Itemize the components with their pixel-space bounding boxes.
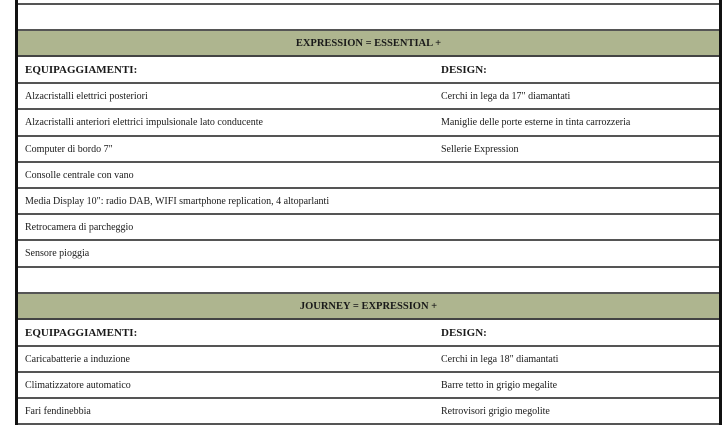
equipment-cell: Sensore pioggia [25,248,90,259]
table-row [18,110,719,137]
trim-equipment-table [15,0,722,425]
design-cell: Sellerie Expression [441,143,519,155]
column-labels-row [18,57,719,84]
design-cell: Cerchi in lega da 17" diamantati [441,90,571,102]
equipment-cell: Computer di bordo 7" [25,143,113,155]
equipment-label: EQUIPAGGIAMENTI: [25,326,138,339]
design-label: DESIGN: [441,326,487,339]
section-title: JOURNEY = EXPRESSION + [299,300,438,312]
table-row [18,215,719,241]
equipment-cell: Alzacristalli elettrici posteriori [25,90,148,102]
table-row [18,241,719,268]
design-cell: Maniglie delle porte esterne in tinta carrozzeria [441,117,631,128]
equipment-cell: Retrocamera di parcheggio [25,221,134,233]
section-header-expression [18,31,719,57]
table-row [18,189,719,215]
design-label: DESIGN: [441,63,487,76]
design-cell: Retrovisori grigio megolite [441,405,550,417]
table-row [18,347,719,373]
column-labels-row [18,320,719,347]
design-cell [431,215,719,239]
equipment-cell: Climatizzatore automatico [25,379,131,391]
section-title: EXPRESSION = ESSENTIAL + [295,37,442,49]
table-row-empty [18,268,719,294]
table-row [18,84,719,110]
design-cell: Barre tetto in grigio megalite [441,379,558,391]
equipment-cell: Caricabatterie a induzione [25,353,130,365]
section-header-journey [18,294,719,320]
table-row-empty [18,5,719,31]
equipment-cell: Media Display 10": radio DAB, WIFI smartphone replication, 4 altoparlanti [25,195,330,207]
table-row [18,163,719,189]
equipment-cell: Consolle centrale con vano [25,169,134,181]
table-row [18,137,719,163]
table-row [18,373,719,399]
design-cell: Cerchi in lega 18" diamantati [441,353,559,365]
equipment-cell: Alzacristalli anteriori elettrici impulsionale lato conducente [25,117,263,128]
equipment-label: EQUIPAGGIAMENTI: [25,63,138,76]
equipment-cell: Fari fendinebbia [25,405,91,417]
table-row [18,399,719,425]
design-cell [431,241,719,266]
design-cell [431,189,719,213]
design-cell [431,163,719,187]
